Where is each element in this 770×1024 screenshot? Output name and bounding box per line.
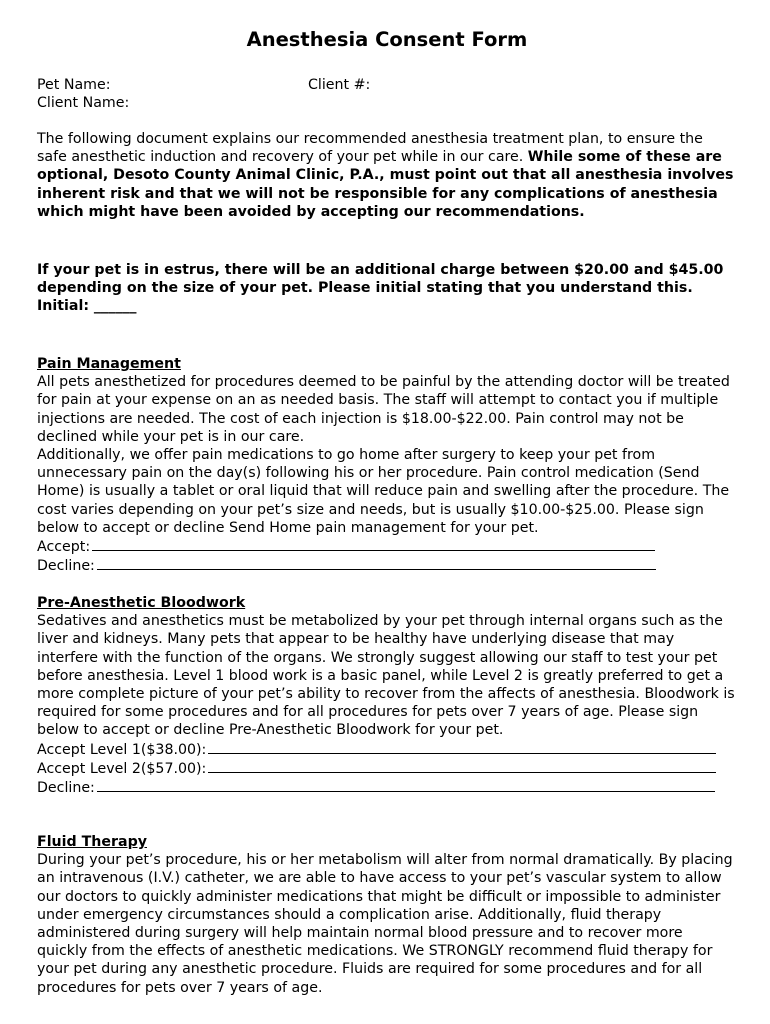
bloodwork-level2-signature-field[interactable] [208,759,716,773]
pain-decline-line [37,556,737,575]
pain-accept-line [37,537,737,556]
estrus-initial [37,297,737,315]
client-name-label: Client Name: [37,95,130,111]
pet-name-label: Pet Name: [37,77,111,93]
bloodwork-section [37,594,737,797]
bloodwork-decline-signature-field[interactable] [97,778,715,792]
initial-field: Initial: ______ [37,298,137,315]
pain-decline-label: Decline: [37,558,95,575]
bloodwork-decline-label: Decline: [37,780,95,797]
bloodwork-decline-line [37,778,737,797]
pain-accept-signature-field[interactable] [92,537,655,551]
fluid-therapy-paragraph: During your pet’s procedure, his or her metabolism will alter from normal dramatically. By placing an intravenous (I.V.) catheter, we are able to have access to your pet’s vascular system to allow our doctors to quickly administer medications that might be difficult or impossible to administer under emergency circumstances should a complication arise. Additionally, fluid therapy administered during surgery will help maintain normal blood pressure and to recover more quickly from the effects of anesthetic medications. We STRONGLY recommend fluid therapy for your pet during any anesthetic procedure. Fluids are required for some procedures and for all procedures for pets over 7 years of age. [37,852,733,996]
intro-paragraph [37,130,737,221]
pain-management-paragraph-1: All pets anesthetized for procedures deemed to be painful by the attending doctor will be treated for pain at your expense on an as needed basis. The staff will attempt to contact you if multiple injections are needed. The cost of each injection is $18.00-$22.00. Pain control may not be declined while your pet is in our care. [37,374,730,445]
intro-text: The following document explains our recommended anesthesia treatment plan, to ensure the safe anesthetic induction and recovery of your pet while in our care. [37,131,703,166]
fluid-therapy-section [37,833,737,997]
estrus-text: If your pet is in estrus, there will be an additional charge between $20.00 and $45.00 depending on the size of your pet. Please initial stating that you understand this. [37,262,724,297]
pain-accept-label: Accept: [37,539,91,556]
bloodwork-level2-label: Accept Level 2($57.00): [37,760,207,777]
intro-section [37,130,737,221]
pain-management-section [37,355,737,575]
estrus-paragraph [37,261,737,297]
bloodwork-level1-line [37,740,737,759]
estrus-section [37,261,737,316]
page-title: Anesthesia Consent Form [246,28,528,51]
bloodwork-level1-label: Accept Level 1($38.00): [37,741,207,758]
client-number-label: Client #: [308,77,371,93]
bloodwork-level2-line [37,759,737,778]
fluid-therapy-heading: Fluid Therapy [37,834,147,850]
intro-disclaimer: While some of these are optional, Desoto County Animal Clinic, P.A., must point out that all anesthesia involves inherent risk and that we will not be responsible for any complications of anesthesia which might have been avoided by accepting our recommendations. [37,149,734,220]
bloodwork-paragraph: Sedatives and anesthetics must be metabolized by your pet through internal organs such as the liver and kidneys. Many pets that appear to be healthy have underlying disease that may interfere with the function of the organs. We strongly suggest allowing our staff to test your pet before anesthesia. Level 1 blood work is a basic panel, while Level 2 is greatly preferred to get a more complete picture of your pet’s ability to recover from the affects of anesthesia. Bloodwork is required for some procedures and for all procedures for pets over 7 years of age. Please sign below to accept or decline Pre-Anesthetic Bloodwork for your pet. [37,613,735,739]
pain-decline-signature-field[interactable] [97,556,656,570]
bloodwork-level1-signature-field[interactable] [208,740,716,754]
pain-management-heading: Pain Management [37,356,181,372]
pain-management-paragraph-2: Additionally, we offer pain medications to go home after surgery to keep your pet from unnecessary pain on the day(s) following his or her procedure. Pain control medication (Send Home) is usually a tablet or oral liquid that will reduce pain and swelling after the procedure. The cost varies depending on your pet’s size and needs, but is usually $10.00-$25.00. Please sign below to accept or decline Send Home pain management for your pet. [37,447,730,536]
bloodwork-heading: Pre-Anesthetic Bloodwork [37,595,246,611]
